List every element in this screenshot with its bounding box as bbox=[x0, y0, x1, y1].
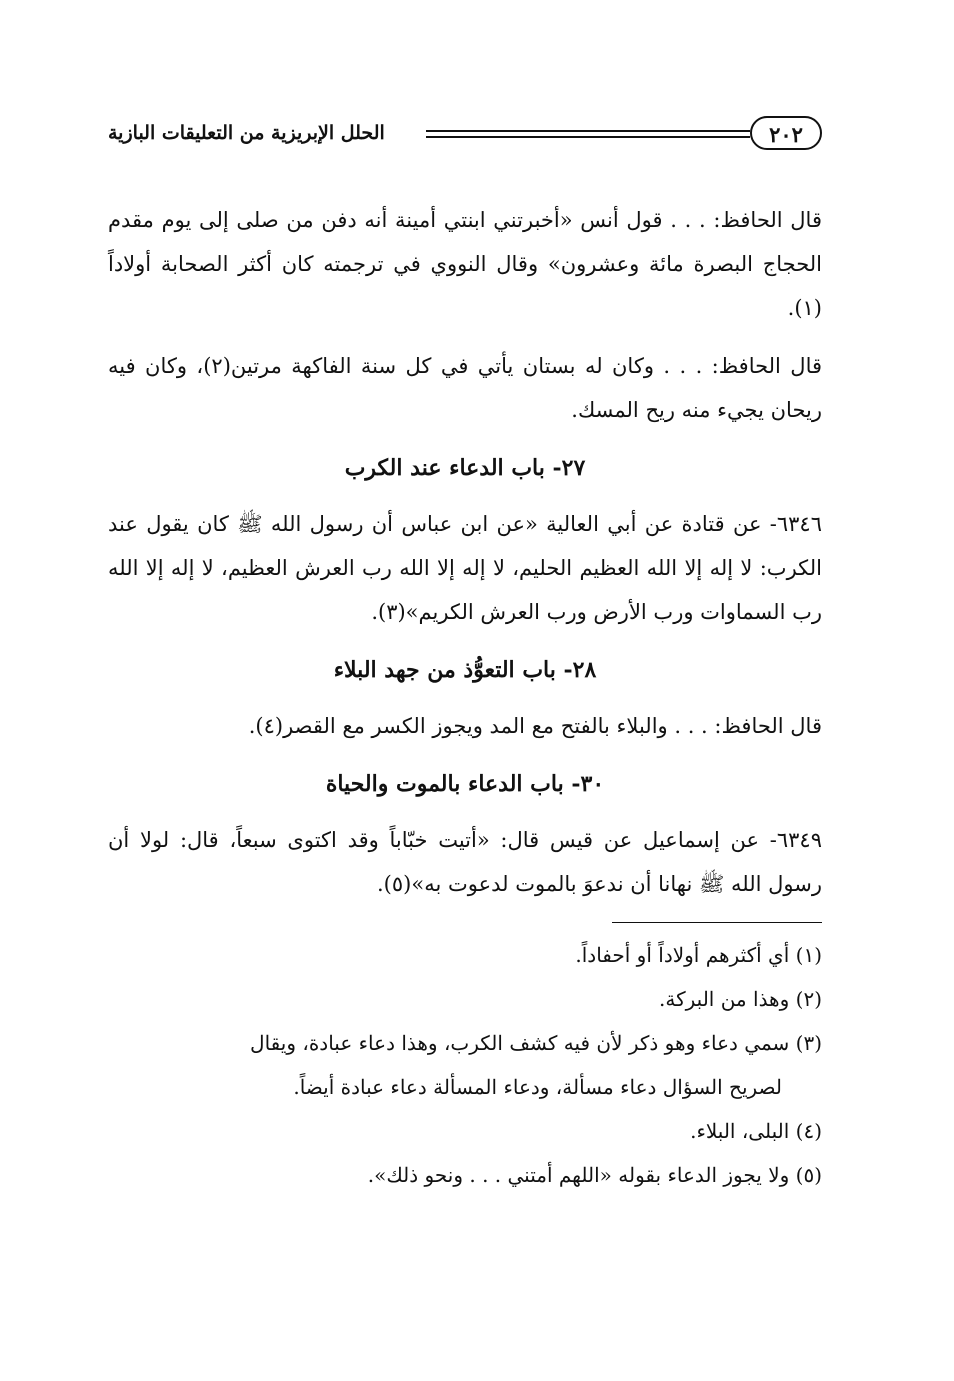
running-title: الحلل الإبريزية من التعليقات البازية bbox=[108, 122, 385, 144]
footnote-1: (١) أي أكثرهم أولاداً أو أحفاداً. bbox=[575, 943, 822, 967]
chapter-heading-28: ٢٨- باب التعوُّذ من جهد البلاء bbox=[333, 657, 597, 683]
chapter-heading-30: ٣٠- باب الدعاء بالموت والحياة bbox=[325, 771, 605, 797]
hadith-6349: ٦٣٤٩- عن إسماعيل عن قيس قال: «أتيت خبّاباً وقد اكتوى سبعاً، قال: لولا أن رسول الله ﷺ نهانا أن ندعوَ بالموت لدعوت به»(٥). bbox=[108, 828, 822, 896]
paragraph-hafiz-balaa: قال الحافظ: . . . والبلاء بالفتح مع المد ويجوز الكسر مع القصر(٤). bbox=[248, 714, 822, 738]
footnote-3-continued: لصريح السؤال دعاء مسألة، ودعاء المسألة دعاء عبادة أيضاً. bbox=[293, 1075, 782, 1099]
hadith-6346: ٦٣٤٦- عن قتادة عن أبي العالية «عن ابن عباس أن رسول الله ﷺ كان يقول عند الكرب: لا إله إلا الله العظيم الحليم، لا إله إلا الله رب العرش العظيم، لا إله إلا الله رب السماوات ورب الأرض ورب العرش الكريم»(٣). bbox=[108, 512, 822, 624]
chapter-heading-27: ٢٧- باب الدعاء عند الكرب bbox=[344, 455, 586, 481]
footnote-4: (٤) البلى، البلاء. bbox=[690, 1119, 822, 1143]
page-body bbox=[108, 198, 822, 1197]
page-header bbox=[108, 112, 822, 162]
footnote-3: (٣) سمي دعاء وهو ذكر لأن فيه كشف الكرب، وهذا دعاء عبادة، ويقال bbox=[250, 1031, 822, 1055]
footnotes bbox=[108, 933, 822, 1197]
page-number: ٢٠٢ bbox=[750, 116, 822, 150]
footnote-separator bbox=[612, 922, 822, 923]
footnote-2: (٢) وهذا من البركة. bbox=[659, 987, 822, 1011]
footnote-5: (٥) ولا يجوز الدعاء بقوله «اللهم أمتني . . . ونحو ذلك». bbox=[367, 1163, 822, 1187]
paragraph-hafiz-garden: قال الحافظ: . . . وكان له بستان يأتي في كل سنة الفاكهة مرتين(٢)، وكان فيه ريحان يجيء منه ريح المسك. bbox=[108, 354, 823, 422]
paragraph-hafiz-anas: قال الحافظ: . . . قول أنس «أخبرتني ابنتي أمينة أنه دفن من صلى إلى يوم مقدم الحجاج البصرة مائة وعشرون» وقال النووي في ترجمته كان أكثر الصحابة أولاداً (١). bbox=[108, 208, 822, 320]
header-rule bbox=[426, 130, 750, 138]
